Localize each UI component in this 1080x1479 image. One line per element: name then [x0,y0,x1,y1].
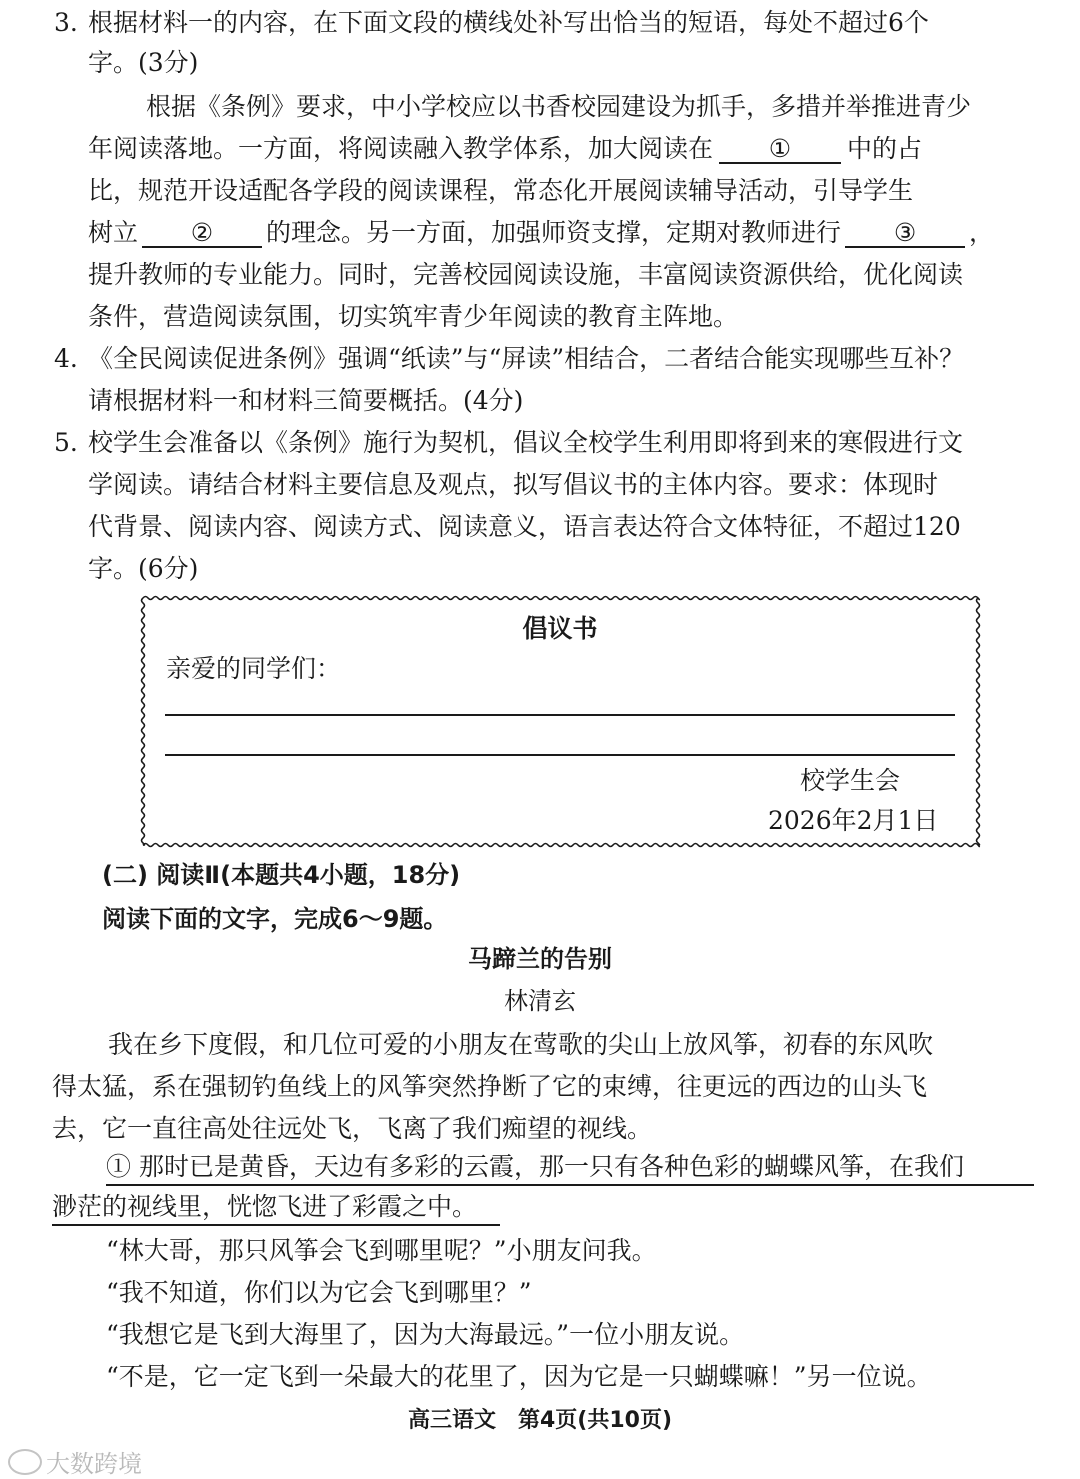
story-p2-line1: ① 那时已是黄昏，天边有多彩的云霞，那一只有各种色彩的蝴蝶风筝，在我们 [106,1152,964,1181]
letter-signer: 校学生会 [800,766,901,795]
q3-para-line5: 提升教师的专业能力。同时，完善校园阅读设施，丰富阅读资源供给，优化阅读 [88,260,964,289]
story-dialogue-3: “我想它是飞到大海里了，因为大海最远。”一位小朋友说。 [106,1320,745,1349]
story-p1-line3: 去，它一直往高处往远处飞，飞离了我们痴望的视线。 [52,1114,653,1143]
q4-line2: 请根据材料一和材料三简要概括。(4分) [88,386,524,415]
q3-line1: 根据材料一的内容，在下面文段的横线处补写出恰当的短语，每处不超过6个 [88,8,929,37]
story-p2-underline-1 [106,1184,1034,1186]
q3-para-line3: 比，规范开设适配各学段的阅读课程，常态化开展阅读辅导活动，引导学生 [88,176,914,205]
story-p2-line2: 渺茫的视线里，恍惚飞进了彩霞之中。 [52,1192,478,1221]
watermark [8,1444,142,1479]
q3-para-line2: 年阅读落地。一方面，将阅读融入教学体系，加大阅读在 ① 中的占 [88,134,923,163]
page-footer: 高三语文 第4页(共10页) [407,1408,673,1433]
q5-number: 5. [54,428,78,457]
q4-number: 4. [54,344,78,373]
wavy-border-top [143,597,979,600]
story-dialogue-4: “不是，它一定飞到一朵最大的花里了，因为它是一只蝴蝶嘛！”另一位说。 [106,1362,932,1391]
story-p1-line1: 我在乡下度假，和几位可爱的小朋友在莺歌的尖山上放风筝，初春的东风吹 [108,1030,934,1059]
blank-3: ③ [845,220,965,248]
q3-para-line4: 树立 ② 的理念。另一方面，加强师资支撑，定期对教师进行 ③ ， [88,218,995,247]
story-dialogue-2: “我不知道，你们以为它会飞到哪里？” [106,1278,532,1307]
letter-writing-line-1 [165,714,955,716]
q3-line2: 字。(3分) [88,48,199,77]
letter-title: 倡议书 [522,614,598,643]
wavy-border-bottom [143,844,979,847]
watermark-logo-icon [8,1449,42,1475]
q3-para-line1: 根据《条例》要求，中小学校应以书香校园建设为抓手，多措并举推进青少 [146,92,972,121]
q5-line1: 校学生会准备以《条例》施行为契机，倡议全校学生利用即将到来的寒假进行文 [88,428,964,457]
letter-greeting: 亲爱的同学们： [166,654,342,683]
blank-2: ② [142,220,262,248]
story-author: 林清玄 [504,987,576,1015]
q5-line2: 学阅读。请结合材料主要信息及观点，拟写倡议书的主体内容。要求：体现时 [88,470,939,499]
q5-line4: 字。(6分) [88,554,199,583]
q5-line3: 代背景、阅读内容、阅读方式、阅读意义，语言表达符合文体特征，不超过120 [88,512,961,541]
section2-instruction: 阅读下面的文字，完成6～9题。 [102,905,448,933]
story-dialogue-1: “林大哥，那只风筝会飞到哪里呢？”小朋友问我。 [106,1236,657,1265]
watermark-text: 大数跨境 [46,1450,142,1478]
wavy-border-right [977,598,980,845]
q3-para-line6: 条件，营造阅读氛围，切实筑牢青少年阅读的教育主阵地。 [88,302,739,331]
story-p2-underline-2 [52,1224,500,1226]
section2-heading: (二) 阅读Ⅱ(本题共4小题，18分) [102,861,461,889]
blank-1: ① [719,136,841,164]
q4-line1: 《全民阅读促进条例》强调“纸读”与“屏读”相结合，二者结合能实现哪些互补？ [88,344,965,373]
story-p1-line2: 得太猛，系在强韧钓鱼线上的风筝突然挣断了它的束缚，往更远的西边的山头飞 [52,1072,928,1101]
q3-number: 3. [54,8,78,37]
letter-date: 2026年2月1日 [768,806,939,835]
story-title: 马蹄兰的告别 [468,945,612,973]
letter-writing-line-2 [165,754,955,756]
